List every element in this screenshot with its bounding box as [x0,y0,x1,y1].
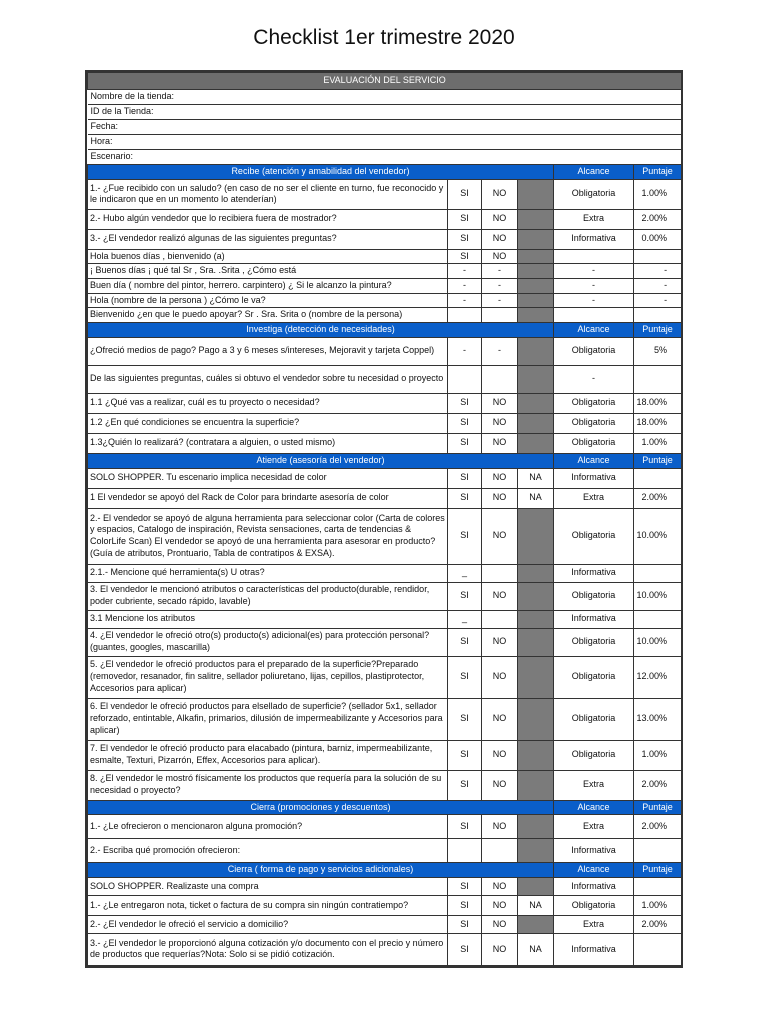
puntaje-value: - [634,279,682,294]
alcance-value: Obligatoria [554,508,634,564]
puntaje-value: 2.00% [634,488,682,508]
checklist-table [87,72,682,966]
answer-si[interactable] [448,839,482,863]
question-text: Hola buenos días , bienvenido (a) [88,249,448,264]
puntaje-value: 1.00% [634,740,682,770]
checklist-sheet [85,70,683,968]
alcance-value: Informativa [554,877,634,895]
answer-na[interactable] [518,839,554,863]
section-title: Atiende (asesoría del vendedor) [88,453,554,468]
question-row [88,393,682,413]
answer-si[interactable]: SI [448,770,482,800]
store-info-field[interactable]: Nombre de la tienda: [88,90,682,105]
answer-na[interactable] [518,877,554,895]
question-row [88,279,682,294]
puntaje-value [634,468,682,488]
question-text: Bienvenido ¿en que le puedo apoyar? Sr . Sra. Srita o (nombre de la persona) [88,308,448,323]
alcance-value: - [554,365,634,393]
section-title: Recibe (atención y amabilidad del vendedor) [88,165,554,180]
alcance-value: Informativa [554,564,634,582]
puntaje-value [634,249,682,264]
alcance-value: Extra [554,209,634,229]
puntaje-value: 2.00% [634,815,682,839]
question-row [88,815,682,839]
answer-na[interactable] [518,656,554,698]
puntaje-value: 18.00% [634,413,682,433]
question-row [88,656,682,698]
answer-na[interactable] [518,249,554,264]
alcance-value: Extra [554,488,634,508]
answer-si[interactable] [448,308,482,323]
question-row [88,508,682,564]
answer-si[interactable]: SI [448,628,482,656]
answer-no[interactable]: NO [482,393,518,413]
question-row [88,610,682,628]
evaluation-header: EVALUACIÓN DEL SERVICIO [88,73,682,90]
answer-no[interactable] [482,839,518,863]
answer-no[interactable]: NO [482,895,518,915]
question-row [88,308,682,323]
store-info-row [88,150,682,165]
store-info-field[interactable]: Fecha: [88,120,682,135]
puntaje-value: 10.00% [634,508,682,564]
answer-no[interactable]: NO [482,433,518,453]
answer-si[interactable]: SI [448,740,482,770]
answer-no[interactable]: NO [482,740,518,770]
alcance-value: Informativa [554,229,634,249]
question-text: SOLO SHOPPER. Tu escenario implica necesidad de color [88,468,448,488]
question-row [88,365,682,393]
answer-si[interactable]: SI [448,895,482,915]
question-text: 1.1 ¿Qué vas a realizar, cuál es tu proyecto o necesidad? [88,393,448,413]
puntaje-value: 12.00% [634,656,682,698]
answer-no[interactable]: NO [482,468,518,488]
puntaje-value: 5% [634,337,682,365]
question-row [88,895,682,915]
puntaje-value [634,365,682,393]
section-title: Investiga (detección de necesidades) [88,323,554,338]
answer-na[interactable] [518,229,554,249]
answer-no[interactable]: NO [482,815,518,839]
puntaje-value: 13.00% [634,698,682,740]
question-text: 3.- ¿El vendedor realizó algunas de las siguientes preguntas? [88,229,448,249]
question-row [88,337,682,365]
section-header-row [88,863,682,878]
store-info-row [88,120,682,135]
answer-no[interactable]: NO [482,179,518,209]
answer-na[interactable] [518,915,554,933]
answer-no[interactable] [482,308,518,323]
answer-si[interactable]: SI [448,249,482,264]
alcance-value: - [554,279,634,294]
alcance-value: Obligatoria [554,393,634,413]
answer-na[interactable] [518,564,554,582]
puntaje-value [634,877,682,895]
question-row [88,264,682,279]
question-text: 1.- ¿Le ofrecieron o mencionaron alguna promoción? [88,815,448,839]
puntaje-value [634,839,682,863]
column-header-alcance: Alcance [554,453,634,468]
answer-na[interactable] [518,610,554,628]
answer-na[interactable] [518,815,554,839]
puntaje-value: 2.00% [634,209,682,229]
column-header-puntaje: Puntaje [634,863,682,878]
question-text: 4. ¿El vendedor le ofreció otro(s) producto(s) adicional(es) para protección personal? (guantes, googles, mascarilla) [88,628,448,656]
column-header-alcance: Alcance [554,863,634,878]
section-title: Cierra (promociones y descuentos) [88,800,554,815]
answer-no[interactable]: NO [482,933,518,965]
section-header-row [88,165,682,180]
puntaje-value: 10.00% [634,628,682,656]
answer-si[interactable]: SI [448,582,482,610]
question-row [88,628,682,656]
puntaje-value: 1.00% [634,433,682,453]
question-row [88,488,682,508]
answer-no[interactable]: NO [482,209,518,229]
question-row [88,698,682,740]
store-info-field[interactable]: ID de la Tienda: [88,105,682,120]
alcance-value: Obligatoria [554,698,634,740]
answer-si[interactable]: SI [448,698,482,740]
puntaje-value: 1.00% [634,179,682,209]
alcance-value [554,308,634,323]
column-header-alcance: Alcance [554,800,634,815]
answer-no[interactable]: NO [482,508,518,564]
question-row [88,839,682,863]
answer-na[interactable]: NA [518,488,554,508]
answer-no[interactable]: NO [482,582,518,610]
question-text: 7. El vendedor le ofreció producto para elacabado (pintura, barniz, impermeabilizante, esmalte, Texturi, Pizarrón, Effex, Accesorios para aplicar). [88,740,448,770]
answer-na[interactable] [518,179,554,209]
alcance-value: Obligatoria [554,656,634,698]
answer-si[interactable]: SI [448,413,482,433]
answer-na[interactable] [518,698,554,740]
answer-si[interactable]: _ [448,564,482,582]
question-text: ¡ Buenos días ¡ qué tal Sr , Sra. .Srita , ¿Cómo está [88,264,448,279]
puntaje-value [634,308,682,323]
answer-si[interactable]: SI [448,209,482,229]
alcance-value: Obligatoria [554,337,634,365]
puntaje-value: 1.00% [634,895,682,915]
alcance-value: Informativa [554,610,634,628]
question-row [88,877,682,895]
column-header-puntaje: Puntaje [634,323,682,338]
answer-no[interactable]: NO [482,770,518,800]
question-row [88,209,682,229]
alcance-value: Extra [554,770,634,800]
answer-na[interactable] [518,433,554,453]
answer-no[interactable]: NO [482,698,518,740]
question-text: 1.- ¿Fue recibido con un saludo? (en caso de no ser el cliente en turno, fue reconocido y le indicaron que en un momento lo atenderían) [88,179,448,209]
answer-na[interactable]: NA [518,468,554,488]
alcance-value: Extra [554,815,634,839]
answer-no[interactable] [482,365,518,393]
question-row [88,413,682,433]
column-header-puntaje: Puntaje [634,800,682,815]
answer-na[interactable] [518,308,554,323]
answer-si[interactable]: SI [448,815,482,839]
answer-na[interactable] [518,413,554,433]
store-info-row [88,90,682,105]
puntaje-value: 10.00% [634,582,682,610]
answer-si[interactable]: _ [448,610,482,628]
answer-na[interactable] [518,508,554,564]
puntaje-value: 2.00% [634,915,682,933]
question-text: 3. El vendedor le mencionó atributos o características del producto(durable, rendidor, poder cubriente, secado rápido, lavable) [88,582,448,610]
column-header-alcance: Alcance [554,165,634,180]
answer-no[interactable]: NO [482,915,518,933]
answer-si[interactable]: SI [448,179,482,209]
puntaje-value: - [634,264,682,279]
alcance-value: - [554,264,634,279]
answer-no[interactable]: - [482,293,518,308]
answer-si[interactable]: SI [448,877,482,895]
alcance-value: Obligatoria [554,895,634,915]
answer-no[interactable]: NO [482,877,518,895]
question-row [88,433,682,453]
answer-na[interactable] [518,209,554,229]
question-text: 2.- Escriba qué promoción ofrecieron: [88,839,448,863]
store-info-field[interactable]: Hora: [88,135,682,150]
answer-si[interactable] [448,365,482,393]
answer-na[interactable] [518,264,554,279]
puntaje-value: 18.00% [634,393,682,413]
question-text: 3.1 Mencione los atributos [88,610,448,628]
answer-na[interactable] [518,337,554,365]
answer-si[interactable]: SI [448,508,482,564]
puntaje-value [634,564,682,582]
alcance-value: Extra [554,915,634,933]
alcance-value: Informativa [554,468,634,488]
question-row [88,229,682,249]
answer-si[interactable]: - [448,337,482,365]
answer-na[interactable] [518,770,554,800]
column-header-alcance: Alcance [554,323,634,338]
answer-no[interactable]: NO [482,628,518,656]
alcance-value: Informativa [554,839,634,863]
answer-no[interactable]: NO [482,488,518,508]
answer-no[interactable]: - [482,279,518,294]
question-text: ¿Ofreció medios de pago? Pago a 3 y 6 meses s/intereses, Mejoravit y tarjeta Coppel) [88,337,448,365]
answer-no[interactable]: - [482,337,518,365]
question-text: 2.- ¿El vendedor le ofreció el servicio a domicilio? [88,915,448,933]
puntaje-value [634,610,682,628]
question-row [88,179,682,209]
alcance-value: Obligatoria [554,179,634,209]
question-text: 5. ¿El vendedor le ofreció productos para el preparado de la superficie?Preparado (removedor, resanador, fin salitre, sellador poliuretano, lijas, cepillos, plastiprotector, Accesorios para aplicar) [88,656,448,698]
question-row [88,740,682,770]
answer-na[interactable] [518,279,554,294]
page-title: Checklist 1er trimestre 2020 [253,26,515,49]
question-text: 2.- El vendedor se apoyó de alguna herramienta para seleccionar color (Carta de colores y espacios, Catalogo de inspiración, Revista sensaciones, carta de tendencias & ColorLife Scan) El vendedor se apoyó de una herramienta para asesorar en producto? (Guía de atributos, Prontuario, Tabla de contratipos & EXSA). [88,508,448,564]
question-text: De las siguientes preguntas, cuáles si obtuvo el vendedor sobre tu necesidad o proyecto [88,365,448,393]
question-text: 8. ¿El vendedor le mostró físicamente los productos que requería para la solución de su necesidad o proyecto? [88,770,448,800]
answer-no[interactable]: NO [482,229,518,249]
question-text: 1 El vendedor se apoyó del Rack de Color para brindarte asesoría de color [88,488,448,508]
question-row [88,564,682,582]
answer-na[interactable] [518,628,554,656]
section-header-row [88,453,682,468]
puntaje-value: - [634,293,682,308]
alcance-value: Obligatoria [554,413,634,433]
puntaje-value: 2.00% [634,770,682,800]
store-info-field[interactable]: Escenario: [88,150,682,165]
answer-si[interactable]: SI [448,656,482,698]
answer-si[interactable]: SI [448,393,482,413]
column-header-puntaje: Puntaje [634,453,682,468]
question-text: 6. El vendedor le ofreció productos para elsellado de superficie? (sellador 5x1, sellador reforzado, entintable, Alkafin, primarios, dilusión de impermeabilizante y Accesorios para aplicar) [88,698,448,740]
answer-no[interactable] [482,564,518,582]
section-header-row [88,800,682,815]
question-text: 1.2 ¿En qué condiciones se encuentra la superficie? [88,413,448,433]
answer-na[interactable]: NA [518,895,554,915]
question-row [88,582,682,610]
evaluation-header-row [88,73,682,90]
alcance-value: Obligatoria [554,433,634,453]
question-text: Hola (nombre de la persona ) ¿Cómo le va? [88,293,448,308]
alcance-value: Informativa [554,933,634,965]
question-text: 2.- Hubo algún vendedor que lo recibiera fuera de mostrador? [88,209,448,229]
alcance-value [554,249,634,264]
answer-si[interactable]: - [448,264,482,279]
question-text: SOLO SHOPPER. Realizaste una compra [88,877,448,895]
answer-na[interactable] [518,293,554,308]
answer-si[interactable]: - [448,279,482,294]
answer-no[interactable]: - [482,264,518,279]
question-row [88,933,682,965]
answer-no[interactable]: NO [482,656,518,698]
question-text: 1.3¿Quién lo realizará? (contratara a alguien, o usted mismo) [88,433,448,453]
question-row [88,770,682,800]
answer-na[interactable] [518,582,554,610]
question-text: 2.1.- Mencione qué herramienta(s) U otras? [88,564,448,582]
answer-na[interactable] [518,365,554,393]
answer-si[interactable]: SI [448,468,482,488]
answer-na[interactable]: NA [518,933,554,965]
puntaje-value: 0.00% [634,229,682,249]
question-text: 3.- ¿El vendedor le proporcionó alguna cotización y/o documento con el precio y número de productos que requerías?Nota: Solo si se pidió cotización. [88,933,448,965]
store-info-row [88,135,682,150]
question-row [88,468,682,488]
answer-na[interactable] [518,740,554,770]
answer-no[interactable]: NO [482,249,518,264]
answer-si[interactable]: SI [448,433,482,453]
store-info-row [88,105,682,120]
alcance-value: Obligatoria [554,740,634,770]
question-row [88,293,682,308]
alcance-value: Obligatoria [554,582,634,610]
answer-si[interactable]: SI [448,488,482,508]
answer-no[interactable]: NO [482,413,518,433]
question-text: 1.- ¿Le entregaron nota, ticket o factura de su compra sin ningún contratiempo? [88,895,448,915]
column-header-puntaje: Puntaje [634,165,682,180]
answer-si[interactable]: SI [448,933,482,965]
answer-no[interactable] [482,610,518,628]
answer-si[interactable]: SI [448,915,482,933]
question-row [88,249,682,264]
question-text: Buen día ( nombre del pintor, herrero. carpintero) ¿ Si le alcanzo la pintura? [88,279,448,294]
answer-si[interactable]: - [448,293,482,308]
question-row [88,915,682,933]
alcance-value: - [554,293,634,308]
puntaje-value [634,933,682,965]
section-title: Cierra ( forma de pago y servicios adicionales) [88,863,554,878]
answer-si[interactable]: SI [448,229,482,249]
answer-na[interactable] [518,393,554,413]
alcance-value: Obligatoria [554,628,634,656]
section-header-row [88,323,682,338]
